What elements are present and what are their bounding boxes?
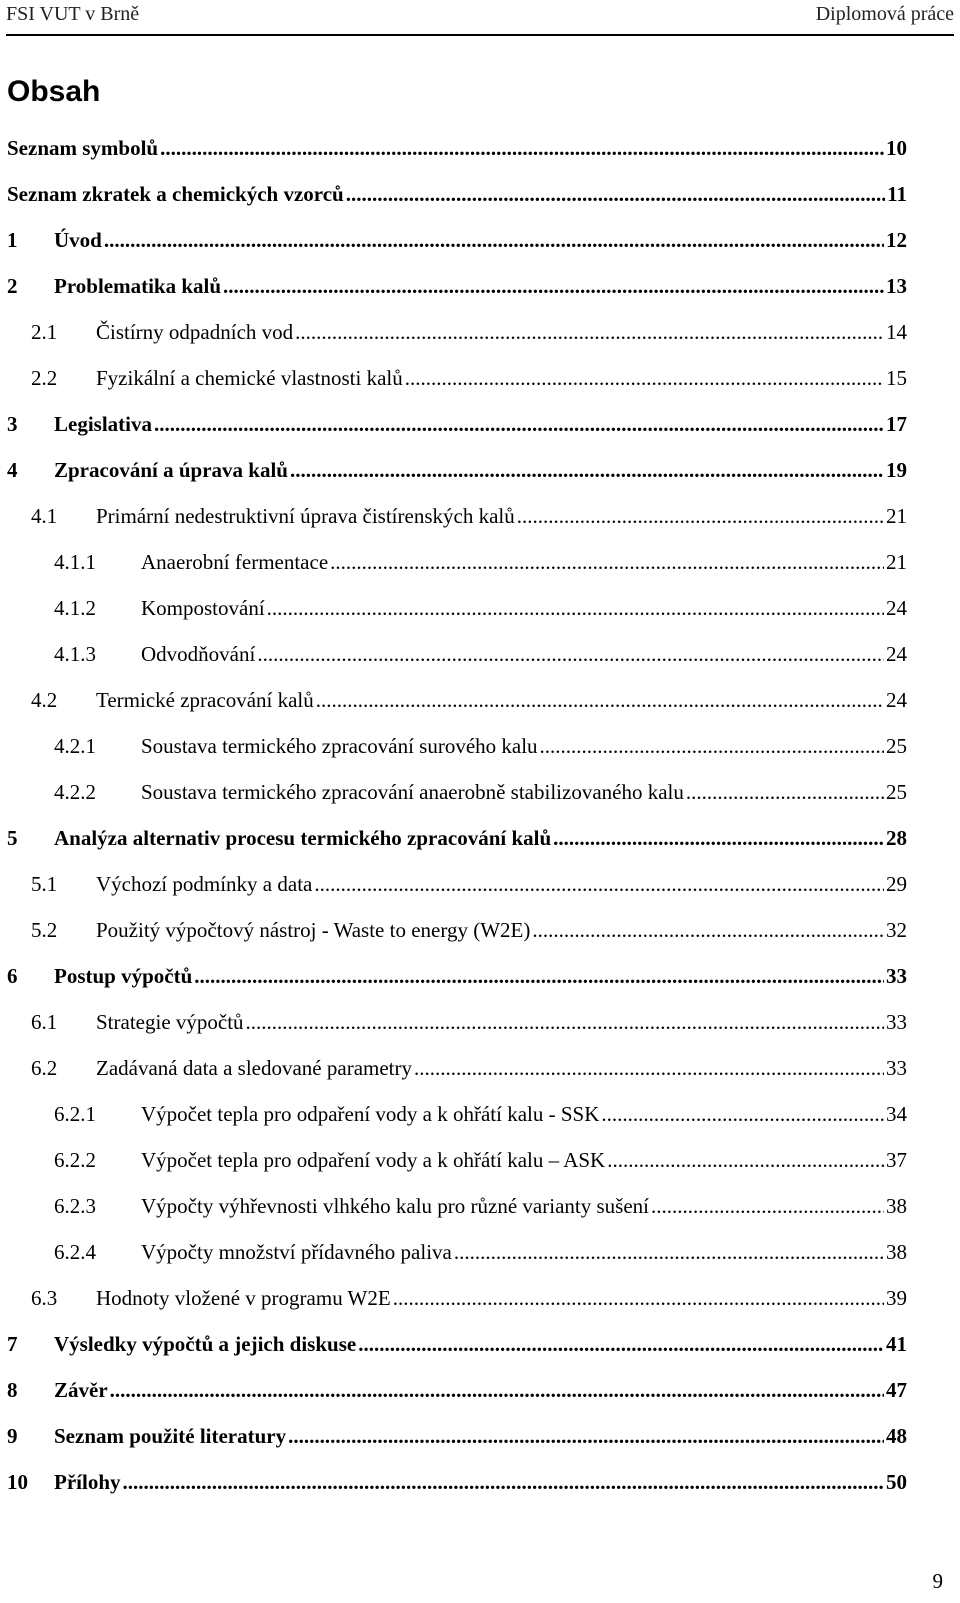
toc-entry-number: 6.2.1 [54, 1102, 96, 1126]
toc-dot-leader [330, 549, 884, 575]
toc-entry-page: 29 [886, 872, 907, 896]
toc-entry-number: 6.1 [31, 1010, 58, 1034]
toc-entry-number: 4.1.3 [54, 642, 96, 666]
toc-entry[interactable] [7, 677, 907, 723]
toc-entry-label: Kompostování [141, 596, 265, 620]
toc-entry-page: 21 [886, 550, 907, 574]
toc-entry-number: 6.2.3 [54, 1194, 96, 1218]
toc-entry-label: Výchozí podmínky a data [96, 872, 313, 896]
toc-entry[interactable] [7, 861, 907, 907]
toc-entry-label: Seznam zkratek a chemických vzorců [7, 182, 344, 206]
toc-entry-label: Hodnoty vložené v programu W2E [96, 1286, 391, 1310]
toc-entry-label: Výpočty výhřevnosti vlhkého kalu pro různé varianty sušení [141, 1194, 649, 1218]
toc-entry-number: 4.2.1 [54, 734, 96, 758]
header-left-text: FSI VUT v Brně [6, 3, 140, 25]
toc-dot-leader [290, 457, 884, 483]
toc-entry-label: Soustava termického zpracování anaerobně stabilizovaného kalu [141, 780, 684, 804]
toc-dot-leader [540, 733, 884, 759]
toc-entry-number: 7 [7, 1332, 18, 1356]
toc-entry-number: 1 [7, 228, 18, 252]
toc-entry-label: Výsledky výpočtů a jejich diskuse [54, 1332, 357, 1356]
toc-entry-label: Primární nedestruktivní úprava čistírenských kalů [96, 504, 515, 528]
toc-entry-number: 10 [7, 1470, 28, 1494]
toc-dot-leader [651, 1193, 884, 1219]
toc-entry-page: 21 [886, 504, 907, 528]
toc-entry-number: 4.2.2 [54, 780, 96, 804]
toc-entry-page: 24 [886, 596, 907, 620]
toc-entry[interactable] [7, 631, 907, 677]
toc-entry[interactable] [7, 723, 907, 769]
toc-entry-page: 33 [886, 1010, 907, 1034]
toc-entry-label: Odvodňování [141, 642, 256, 666]
toc-entry-label: Legislativa [54, 412, 152, 436]
toc-entry-page: 24 [886, 642, 907, 666]
toc-entry[interactable] [7, 999, 907, 1045]
toc-entry-number: 3 [7, 412, 18, 436]
toc-entry-number: 6 [7, 964, 18, 988]
toc-entry[interactable] [7, 493, 907, 539]
toc-dot-leader [314, 871, 884, 897]
toc-dot-leader [154, 411, 884, 437]
toc-entry-number: 8 [7, 1378, 18, 1402]
page-title: Obsah [7, 75, 101, 108]
toc-dot-leader [316, 687, 884, 713]
toc-entry-label: Problematika kalů [54, 274, 222, 298]
toc-entry-page: 25 [886, 780, 907, 804]
toc-entry-page: 12 [886, 228, 907, 252]
toc-dot-leader [257, 641, 884, 667]
toc-entry-label: Úvod [54, 228, 102, 252]
toc-entry[interactable] [7, 1321, 907, 1367]
toc-dot-leader [358, 1331, 884, 1357]
toc-entry[interactable] [7, 263, 907, 309]
toc-dot-leader [686, 779, 884, 805]
toc-entry[interactable] [7, 1459, 907, 1505]
toc-dot-leader [346, 181, 885, 207]
toc-entry[interactable] [7, 309, 907, 355]
toc-entry[interactable] [7, 1275, 907, 1321]
toc-entry-page: 24 [886, 688, 907, 712]
toc-dot-leader [553, 825, 884, 851]
toc-entry-label: Výpočty množství přídavného paliva [141, 1240, 452, 1264]
toc-entry-label: Analýza alternativ procesu termického zpracování kalů [54, 826, 552, 850]
toc-entry-label: Čistírny odpadních vod [96, 320, 294, 344]
toc-entry-page: 28 [886, 826, 907, 850]
header-right-text: Diplomová práce [815, 3, 954, 25]
toc-entry[interactable] [7, 953, 907, 999]
toc-dot-leader [295, 319, 884, 345]
toc-entry[interactable] [7, 1137, 907, 1183]
toc-entry-label: Fyzikální a chemické vlastnosti kalů [96, 366, 403, 390]
toc-entry-label: Termické zpracování kalů [96, 688, 314, 712]
toc-entry[interactable] [7, 1413, 907, 1459]
toc-entry-label: Seznam použité literatury [54, 1424, 287, 1448]
toc-entry-page: 15 [886, 366, 907, 390]
toc-entry-label: Použitý výpočtový nástroj - Waste to energy (W2E) [96, 918, 531, 942]
toc-entry-page: 38 [886, 1240, 907, 1264]
toc-dot-leader [267, 595, 884, 621]
toc-entry-page: 14 [886, 320, 907, 344]
toc-entry-label: Výpočet tepla pro odpaření vody a k ohřátí kalu - SSK [141, 1102, 600, 1126]
toc-entry-page: 33 [886, 964, 907, 988]
toc-entry-label: Výpočet tepla pro odpaření vody a k ohřátí kalu – ASK [141, 1148, 606, 1172]
toc-entry-number: 5.1 [31, 872, 58, 896]
table-of-contents [7, 125, 907, 1505]
toc-entry-page: 50 [886, 1470, 907, 1494]
toc-dot-leader [104, 227, 884, 253]
toc-dot-leader [246, 1009, 884, 1035]
toc-entry[interactable] [7, 447, 907, 493]
toc-entry-number: 6.2 [31, 1056, 58, 1080]
toc-entry-number: 4.1.2 [54, 596, 96, 620]
toc-dot-leader [601, 1101, 884, 1127]
toc-entry-number: 5.2 [31, 918, 58, 942]
toc-dot-leader [607, 1147, 884, 1173]
toc-entry[interactable] [7, 217, 907, 263]
toc-entry[interactable] [7, 769, 907, 815]
toc-dot-leader [110, 1377, 884, 1403]
toc-entry-number: 9 [7, 1424, 18, 1448]
toc-dot-leader [393, 1285, 884, 1311]
toc-dot-leader [517, 503, 884, 529]
toc-entry[interactable] [7, 815, 907, 861]
toc-entry[interactable] [7, 171, 907, 217]
toc-entry-number: 6.3 [31, 1286, 58, 1310]
toc-entry-page: 39 [886, 1286, 907, 1310]
toc-entry-page: 41 [886, 1332, 907, 1356]
toc-entry[interactable] [7, 1183, 907, 1229]
toc-entry-page: 17 [886, 412, 907, 436]
toc-entry-label: Zadávaná data a sledované parametry [96, 1056, 412, 1080]
toc-entry[interactable] [7, 1229, 907, 1275]
page-header [6, 0, 954, 36]
toc-entry-page: 32 [886, 918, 907, 942]
toc-entry[interactable] [7, 1367, 907, 1413]
toc-entry-number: 4.1.1 [54, 550, 96, 574]
toc-dot-leader [160, 135, 884, 161]
toc-entry-label: Závěr [54, 1378, 108, 1402]
toc-entry-label: Anaerobní fermentace [141, 550, 329, 574]
toc-entry-number: 6.2.2 [54, 1148, 96, 1172]
toc-entry-label: Strategie výpočtů [96, 1010, 244, 1034]
toc-dot-leader [123, 1469, 885, 1495]
toc-entry-page: 34 [886, 1102, 907, 1126]
toc-entry-page: 47 [886, 1378, 907, 1402]
toc-entry-page: 37 [886, 1148, 907, 1172]
toc-entry-label: Seznam symbolů [7, 136, 159, 160]
toc-entry-page: 33 [886, 1056, 907, 1080]
toc-entry[interactable] [7, 1045, 907, 1091]
toc-entry-page: 38 [886, 1194, 907, 1218]
toc-entry-number: 2.2 [31, 366, 58, 390]
toc-entry-page: 48 [886, 1424, 907, 1448]
toc-entry-page: 10 [886, 136, 907, 160]
toc-entry-page: 25 [886, 734, 907, 758]
toc-dot-leader [194, 963, 884, 989]
toc-entry[interactable] [7, 585, 907, 631]
toc-dot-leader [414, 1055, 884, 1081]
toc-dot-leader [454, 1239, 884, 1265]
toc-entry-number: 2.1 [31, 320, 58, 344]
toc-dot-leader [288, 1423, 884, 1449]
toc-entry[interactable] [7, 401, 907, 447]
toc-dot-leader [405, 365, 884, 391]
toc-dot-leader [532, 917, 884, 943]
toc-entry[interactable] [7, 907, 907, 953]
toc-entry-label: Postup výpočtů [54, 964, 193, 988]
toc-entry-number: 5 [7, 826, 18, 850]
toc-entry-page: 11 [887, 182, 907, 206]
toc-entry-page: 13 [886, 274, 907, 298]
toc-entry[interactable] [7, 355, 907, 401]
toc-entry-label: Přílohy [54, 1470, 121, 1494]
toc-entry-number: 6.2.4 [54, 1240, 96, 1264]
toc-entry[interactable] [7, 539, 907, 585]
toc-entry-number: 4.2 [31, 688, 58, 712]
toc-entry-label: Zpracování a úprava kalů [54, 458, 288, 482]
toc-entry-number: 4.1 [31, 504, 58, 528]
toc-entry-page: 19 [886, 458, 907, 482]
page-number: 9 [932, 1569, 943, 1593]
toc-entry-number: 2 [7, 274, 18, 298]
toc-dot-leader [223, 273, 884, 299]
toc-entry-number: 4 [7, 458, 18, 482]
toc-entry[interactable] [7, 1091, 907, 1137]
toc-entry[interactable] [7, 125, 907, 171]
toc-entry-label: Soustava termického zpracování surového kalu [141, 734, 538, 758]
